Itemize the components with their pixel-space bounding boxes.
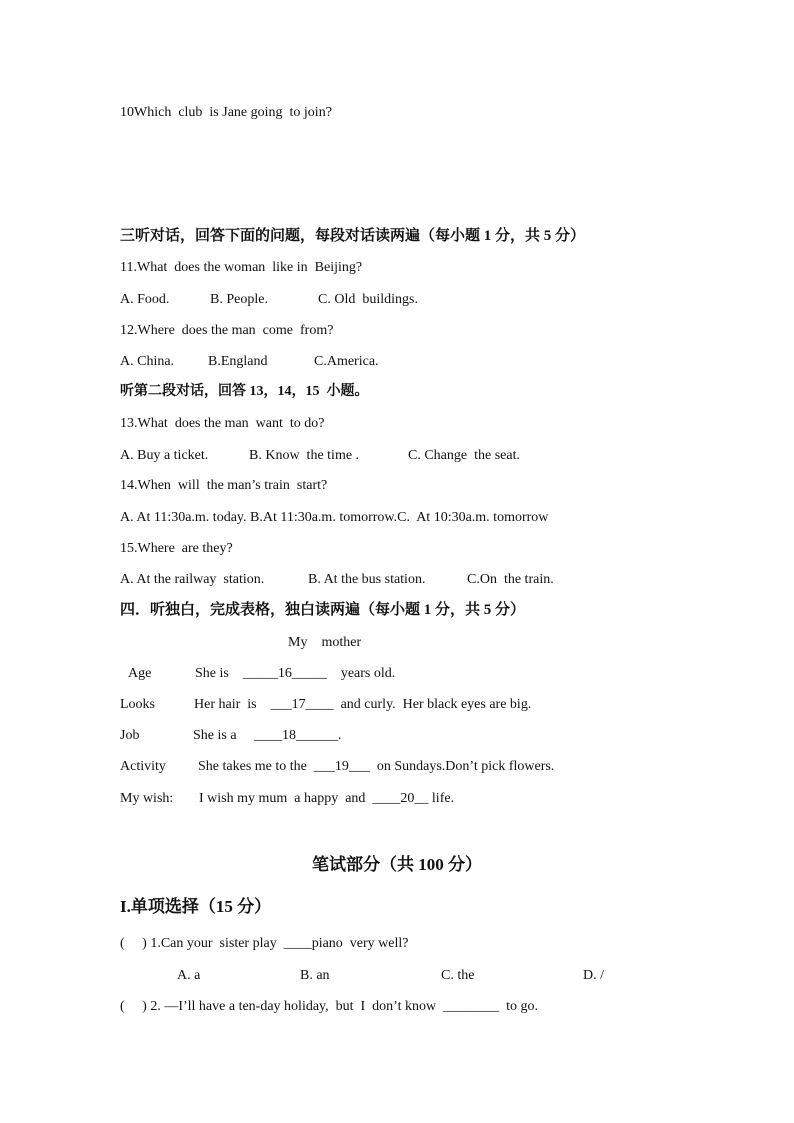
q12-option-a: A. China. [120,354,175,369]
q12-option-c: C.America. [314,354,379,369]
question-13: 13.What does the man want to do? [120,416,325,431]
row-wish-label: My wish: [120,791,174,806]
section1-heading: I.单项选择（15 分） [120,897,272,916]
row-job-text: She is a ____18______. [193,728,342,743]
row-age-text: She is _____16_____ years old. [195,666,396,681]
q13-option-b: B. Know the time . [249,448,360,463]
question-2: ( ) 2. —I’ll have a ten-day holiday, but I don’t know ________ to go. [120,999,538,1014]
part4-heading: 四．听独白，完成表格，独白读两遍（每小题 1 分，共 5 分） [120,602,526,618]
q11-option-b: B. People. [210,292,268,307]
row-looks-label: Looks [120,697,155,712]
row-age-label: Age [128,666,152,681]
question-10: 10Which club is Jane going to join? [120,105,332,120]
row-looks-text: Her hair is ___17____ and curly. Her black eyes are big. [194,697,532,712]
row-activity-text: She takes me to the ___19___ on Sundays.Don’t pick flowers. [198,759,555,774]
question-1: ( ) 1.Can your sister play ____piano very well? [120,936,409,951]
q11-option-c: C. Old buildings. [318,292,418,307]
q15-option-b: B. At the bus station. [308,572,426,587]
q15-option-a: A. At the railway station. [120,572,265,587]
q13-option-c: C. Change the seat. [408,448,520,463]
dialog2-note: 听第二段对话，回答 13，14，15 小题。 [120,384,369,399]
question-15: 15.Where are they? [120,541,233,556]
q13-option-a: A. Buy a ticket. [120,448,209,463]
row-job-label: Job [120,728,140,743]
q11-option-a: A. Food. [120,292,170,307]
row-wish-text: I wish my mum a happy and ____20__ life. [199,791,455,806]
q15-option-c: C.On the train. [467,572,554,587]
q12-option-b: B.England [208,354,268,369]
question-11: 11.What does the woman like in Beijing? [120,260,363,275]
q1-option-b: B. an [300,968,330,983]
question-12: 12.Where does the man come from? [120,323,334,338]
written-part-title: 笔试部分（共 100 分） [312,855,482,874]
q1-option-d: D. / [583,968,604,983]
q1-option-a: A. a [177,968,201,983]
question-14: 14.When will the man’s train start? [120,478,328,493]
row-activity-label: Activity [120,759,166,774]
q1-option-c: C. the [441,968,475,983]
q14-options: A. At 11:30a.m. today. B.At 11:30a.m. tomorrow.C. At 10:30a.m. tomorrow [120,510,549,525]
table-title: My mother [288,635,362,650]
part3-heading: 三听对话，回答下面的问题，每段对话读两遍（每小题 1 分，共 5 分） [120,228,586,244]
